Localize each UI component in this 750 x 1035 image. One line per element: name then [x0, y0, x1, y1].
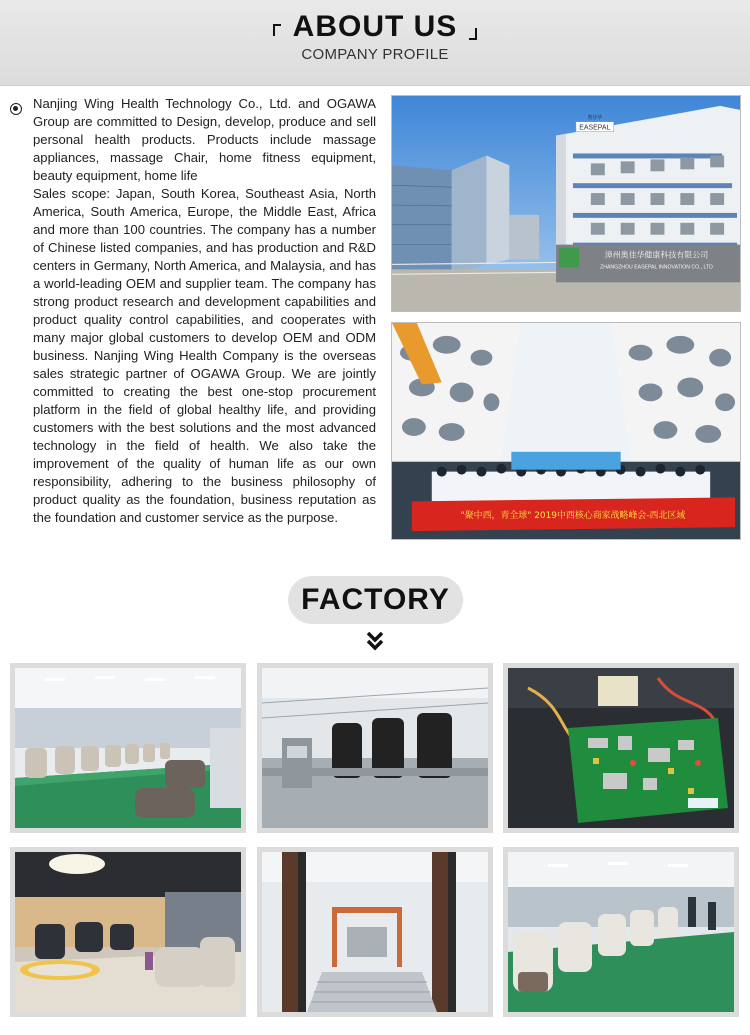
company-building-photo: [391, 95, 741, 312]
team-event-photo: [391, 322, 741, 540]
page-title: [271, 10, 480, 44]
roof-sign-text: EASEPAL: [579, 124, 611, 132]
factory-photo-testing-line: [257, 847, 493, 1017]
factory-photo-circuit-board: [503, 663, 739, 833]
factory-photo-showroom: [10, 663, 246, 833]
about-paragraph-2: Sales scope: Japan, South Korea, Southeast Asia, North America, South America, Europe, the Middle East, Africa and more than 100 countries. The company has a number of Chinese listed companies, and has production and R&D centers in Germany, North America, and Malaysia, and has a world-leading OEM and supplier team. The company has strong product research and development capabilities and product quality control capabilities, and cooperates with many major global customers to develop OEM and ODM business. Nanjing Wing Health Company is the overseas sales strategic partner of OGAWA Group. We are jointly committed to creating the best one-stop procurement platform in the field of global healthy life, and providing customers with the best solutions and the most advanced technology in the field of health. We also take the improvement of the quality of human life as our own responsibility, adhering to the business philosophy of product quality as the foundation, business reputation as the foundation and customer service as the purpose.: [33, 186, 376, 525]
page-subtitle: COMPANY PROFILE: [301, 46, 449, 63]
page-title-text: ABOUT US: [292, 10, 458, 43]
roof-sign-cn: 奥佳华: [587, 115, 603, 121]
factory-photo-assembly-line: [257, 663, 493, 833]
about-paragraph-1: Nanjing Wing Health Technology Co., Ltd. and OGAWA Group are committed to Design, develop, produce and sell personal health products. Products include massage appliances, massage Chair, home fitness equipment, beauty equipment, home life: [33, 96, 376, 183]
bracket-right-icon: [469, 28, 477, 40]
bracket-left-icon: [273, 24, 281, 36]
chevron-down-icon: [365, 630, 385, 652]
header-band: [0, 0, 750, 86]
about-text: [33, 95, 376, 527]
building-sign-en: ZHANGZHOU EASEPAL INNOVATION CO., LTD: [600, 264, 713, 271]
header-title-wrap: [0, 10, 750, 44]
banner-text: "聚中西，青全球" 2019中西核心商家战略峰会-西北区域: [460, 511, 686, 522]
factory-photo-production-floor: [503, 847, 739, 1017]
factory-photo-showroom-display: [10, 847, 246, 1017]
bullet-icon: [10, 103, 22, 115]
factory-heading: FACTORY: [288, 576, 463, 624]
building-sign-cn: 漳州奥佳华健康科技有限公司: [604, 250, 709, 260]
